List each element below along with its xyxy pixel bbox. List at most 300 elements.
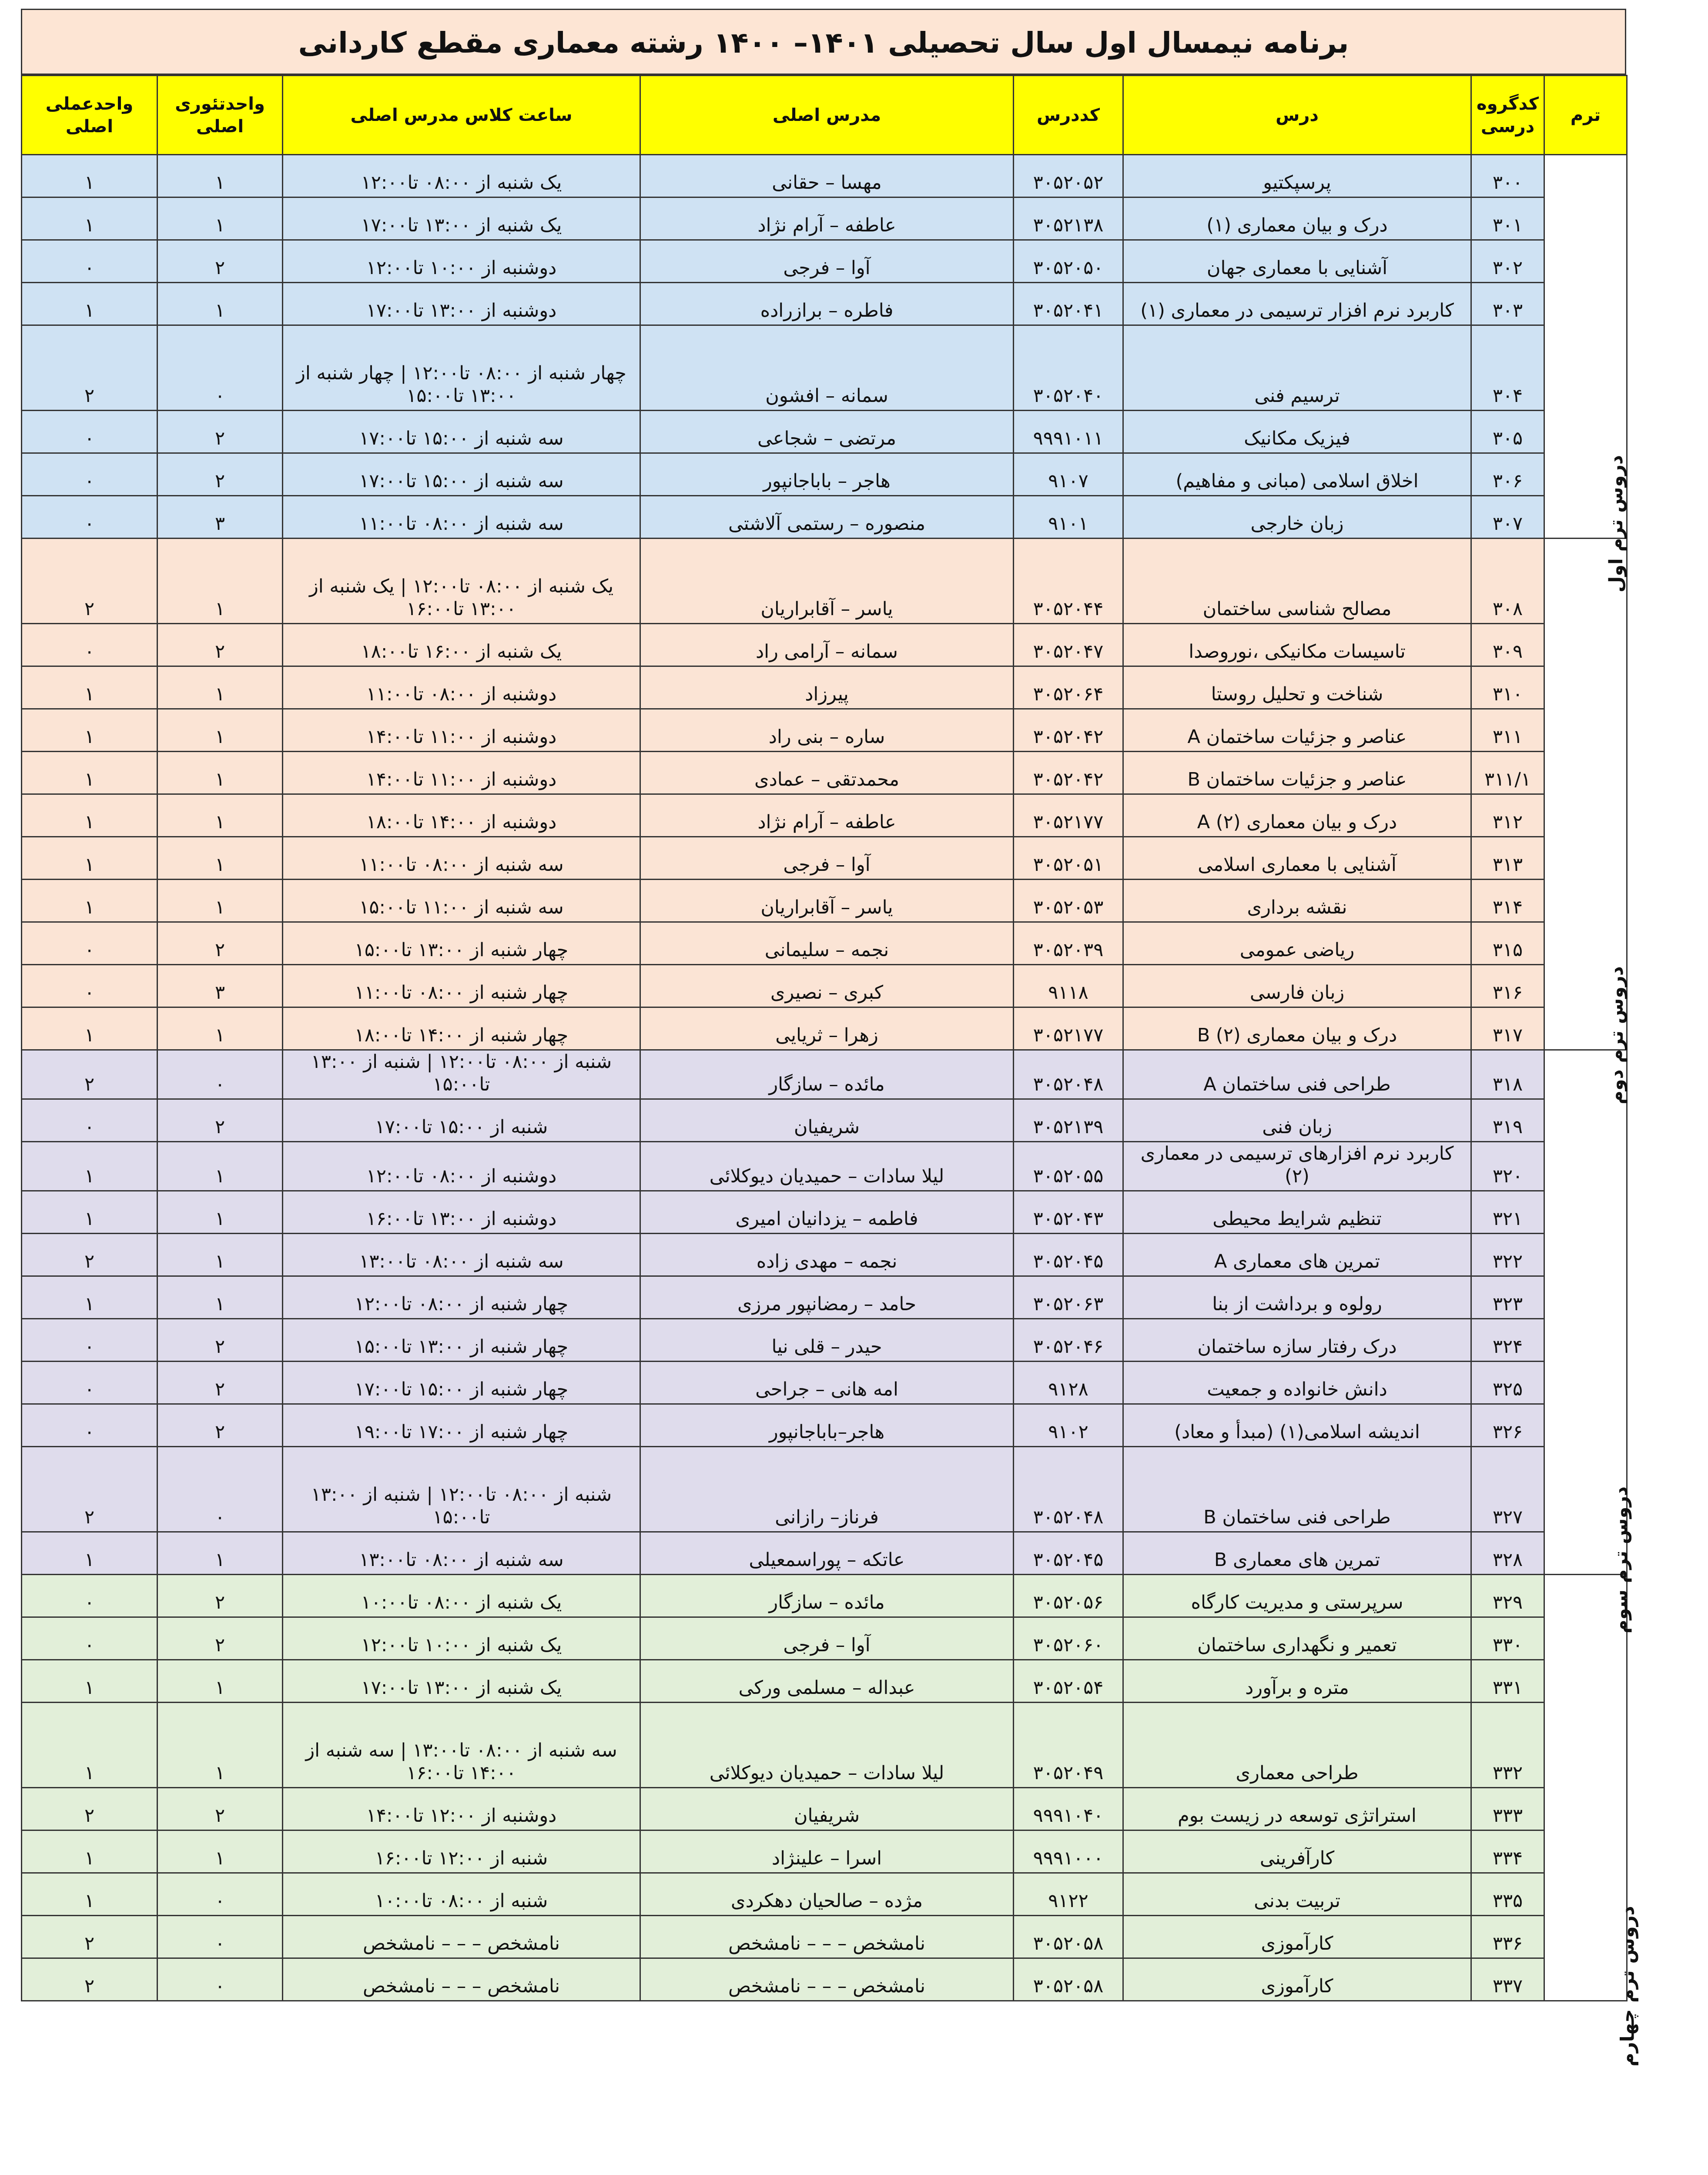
teacher: کبری – نصیری xyxy=(640,965,1014,1007)
theory-units: ۱ xyxy=(157,880,283,922)
theory-units: ۲ xyxy=(157,624,283,666)
class-time: دوشنبه از ۱۳:۰۰ تا۱۷:۰۰ xyxy=(283,283,640,325)
header-course: درس xyxy=(1123,76,1471,155)
group-code: ۳۲۴ xyxy=(1471,1319,1544,1362)
table-row xyxy=(22,1532,1627,1575)
course-code: ۳۰۵۲۱۳۸ xyxy=(1014,197,1123,240)
course-code: ۳۰۵۲۰۴۵ xyxy=(1014,1532,1123,1575)
practical-units: ۲ xyxy=(22,539,157,624)
theory-units: ۱ xyxy=(157,709,283,752)
teacher: مهسا – حقانی xyxy=(640,155,1014,197)
theory-units: ۲ xyxy=(157,411,283,453)
course-code: ۳۰۵۲۰۵۱ xyxy=(1014,837,1123,880)
theory-units: ۱ xyxy=(157,1142,283,1191)
teacher: نجمه – مهدی زاده xyxy=(640,1234,1014,1276)
table-row xyxy=(22,794,1627,837)
practical-units: ۱ xyxy=(22,880,157,922)
course-code: ۹۱۰۱ xyxy=(1014,496,1123,539)
header-term: ترم xyxy=(1544,76,1627,155)
course-name: زبان فارسی xyxy=(1123,965,1471,1007)
teacher: پیرزاد xyxy=(640,666,1014,709)
course-name: شناخت و تحلیل روستا xyxy=(1123,666,1471,709)
group-code: ۳۰۸ xyxy=(1471,539,1544,624)
theory-units: ۱ xyxy=(157,1703,283,1788)
term-label: دروس ترم سوم xyxy=(1610,1486,1632,1633)
group-code: ۳۱۶ xyxy=(1471,965,1544,1007)
group-code: ۳۲۳ xyxy=(1471,1276,1544,1319)
class-time: دوشنبه از ۱۱:۰۰ تا۱۴:۰۰ xyxy=(283,752,640,794)
group-code: ۳۳۶ xyxy=(1471,1916,1544,1958)
term-label: دروس ترم دوم xyxy=(1605,966,1628,1104)
table-row xyxy=(22,1099,1627,1142)
course-code: ۳۰۵۲۰۵۵ xyxy=(1014,1142,1123,1191)
theory-units: ۲ xyxy=(157,1319,283,1362)
table-row xyxy=(22,1958,1627,2001)
course-name: رولوه و برداشت از بنا xyxy=(1123,1276,1471,1319)
class-time: یک شنبه از ۱۳:۰۰ تا۱۷:۰۰ xyxy=(283,1660,640,1703)
teacher: یاسر – آقابراریان xyxy=(640,539,1014,624)
class-time: چهار شنبه از ۱۳:۰۰ تا۱۵:۰۰ xyxy=(283,922,640,965)
practical-units: ۱ xyxy=(22,794,157,837)
theory-units: ۱ xyxy=(157,1191,283,1234)
teacher: محمدتقی – عمادی xyxy=(640,752,1014,794)
teacher: حامد – رمضانپور مرزی xyxy=(640,1276,1014,1319)
course-name: ریاضی عمومی xyxy=(1123,922,1471,965)
course-code: ۳۰۵۲۰۶۰ xyxy=(1014,1617,1123,1660)
practical-units: ۰ xyxy=(22,411,157,453)
class-time: سه شنبه از ۰۸:۰۰ تا۱۳:۰۰ xyxy=(283,1532,640,1575)
teacher: یاسر – آقابراریان xyxy=(640,880,1014,922)
course-name: آشنایی با معماری جهان xyxy=(1123,240,1471,283)
table-row xyxy=(22,922,1627,965)
class-time: دوشنبه از ۱۱:۰۰ تا۱۴:۰۰ xyxy=(283,709,640,752)
theory-units: ۰ xyxy=(157,1916,283,1958)
course-name: فیزیک مکانیک xyxy=(1123,411,1471,453)
theory-units: ۰ xyxy=(157,325,283,411)
course-name: درک و بیان معماری (۱) xyxy=(1123,197,1471,240)
table-row xyxy=(22,1404,1627,1447)
table-row xyxy=(22,1142,1627,1191)
theory-units: ۰ xyxy=(157,1958,283,2001)
table-row xyxy=(22,325,1627,411)
class-time: یک شنبه از ۱۰:۰۰ تا۱۲:۰۰ xyxy=(283,1617,640,1660)
table-row xyxy=(22,1617,1627,1660)
class-time: سه شنبه از ۱۵:۰۰ تا۱۷:۰۰ xyxy=(283,453,640,496)
teacher: هاجر–باباجانپور xyxy=(640,1404,1014,1447)
group-code: ۳۲۷ xyxy=(1471,1447,1544,1532)
class-time: یک شنبه از ۰۸:۰۰ تا۱۲:۰۰ xyxy=(283,155,640,197)
table-row xyxy=(22,1788,1627,1830)
table-row xyxy=(22,240,1627,283)
class-time: دوشنبه از ۱۰:۰۰ تا۱۲:۰۰ xyxy=(283,240,640,283)
theory-units: ۲ xyxy=(157,1788,283,1830)
teacher: عاتکه – پوراسمعیلی xyxy=(640,1532,1014,1575)
table-row xyxy=(22,1873,1627,1916)
group-code: ۳۲۵ xyxy=(1471,1362,1544,1404)
table-row xyxy=(22,666,1627,709)
class-time: شنبه از ۱۲:۰۰ تا۱۶:۰۰ xyxy=(283,1830,640,1873)
course-name: تربیت بدنی xyxy=(1123,1873,1471,1916)
group-code: ۳۰۲ xyxy=(1471,240,1544,283)
practical-units: ۱ xyxy=(22,1703,157,1788)
table-row xyxy=(22,411,1627,453)
teacher: آوا – فرجی xyxy=(640,1617,1014,1660)
group-code: ۳۱۱/۱ xyxy=(1471,752,1544,794)
teacher: زهرا – ثریایی xyxy=(640,1007,1014,1050)
teacher: هاجر – باباجانپور xyxy=(640,453,1014,496)
group-code: ۳۳۱ xyxy=(1471,1660,1544,1703)
theory-units: ۲ xyxy=(157,1575,283,1617)
term-label-cell xyxy=(1544,1050,1632,1633)
course-name: کارآموزی xyxy=(1123,1916,1471,1958)
class-time: چهار شنبه از ۱۵:۰۰ تا۱۷:۰۰ xyxy=(283,1362,640,1404)
course-code: ۹۹۹۱۰۴۰ xyxy=(1014,1788,1123,1830)
header-group-code: کدگروه درسی xyxy=(1471,76,1544,155)
table-row xyxy=(22,539,1627,624)
theory-units: ۳ xyxy=(157,965,283,1007)
group-code: ۳۰۹ xyxy=(1471,624,1544,666)
practical-units: ۰ xyxy=(22,453,157,496)
theory-units: ۱ xyxy=(157,155,283,197)
group-code: ۳۱۰ xyxy=(1471,666,1544,709)
practical-units: ۰ xyxy=(22,1617,157,1660)
course-name: تعمیر و نگهداری ساختمان xyxy=(1123,1617,1471,1660)
course-code: ۹۹۹۱۰۱۱ xyxy=(1014,411,1123,453)
theory-units: ۰ xyxy=(157,1873,283,1916)
teacher: نجمه – سلیمانی xyxy=(640,922,1014,965)
class-time: شنبه از ۰۸:۰۰ تا۱۲:۰۰ | شنبه از ۱۳:۰۰ تا۱۵:۰۰ xyxy=(283,1050,640,1099)
theory-units: ۱ xyxy=(157,1660,283,1703)
class-time: سه شنبه از ۰۸:۰۰ تا۱۱:۰۰ xyxy=(283,496,640,539)
group-code: ۳۰۵ xyxy=(1471,411,1544,453)
teacher: حیدر – قلی نیا xyxy=(640,1319,1014,1362)
course-name: کارآفرینی xyxy=(1123,1830,1471,1873)
table-row xyxy=(22,283,1627,325)
course-code: ۳۰۵۲۰۴۶ xyxy=(1014,1319,1123,1362)
practical-units: ۲ xyxy=(22,1050,157,1099)
course-code: ۳۰۵۲۰۵۳ xyxy=(1014,880,1123,922)
group-code: ۳۳۳ xyxy=(1471,1788,1544,1830)
practical-units: ۱ xyxy=(22,752,157,794)
course-name: اخلاق اسلامی (مبانی و مفاهیم) xyxy=(1123,453,1471,496)
practical-units: ۰ xyxy=(22,240,157,283)
group-code: ۳۳۰ xyxy=(1471,1617,1544,1660)
theory-units: ۰ xyxy=(157,1447,283,1532)
group-code: ۳۳۵ xyxy=(1471,1873,1544,1916)
course-name: اندیشه اسلامی(۱) (مبدأ و معاد) xyxy=(1123,1404,1471,1447)
class-time: چهار شنبه از ۰۸:۰۰ تا۱۲:۰۰ xyxy=(283,1276,640,1319)
header-course-code: کددرس xyxy=(1014,76,1123,155)
table-row xyxy=(22,453,1627,496)
class-time: چهار شنبه از ۱۴:۰۰ تا۱۸:۰۰ xyxy=(283,1007,640,1050)
group-code: ۳۲۹ xyxy=(1471,1575,1544,1617)
course-name: دانش خانواده و جمعیت xyxy=(1123,1362,1471,1404)
course-code: ۹۱۲۸ xyxy=(1014,1362,1123,1404)
course-name: تاسیسات مکانیکی ،نوروصدا xyxy=(1123,624,1471,666)
course-name: استراتژی توسعه در زیست بوم xyxy=(1123,1788,1471,1830)
practical-units: ۱ xyxy=(22,1532,157,1575)
class-time: شنبه از ۱۵:۰۰ تا۱۷:۰۰ xyxy=(283,1099,640,1142)
course-code: ۳۰۵۲۰۵۸ xyxy=(1014,1958,1123,2001)
practical-units: ۱ xyxy=(22,837,157,880)
practical-units: ۱ xyxy=(22,197,157,240)
theory-units: ۲ xyxy=(157,1362,283,1404)
teacher: منصوره – رستمی آلاشتی xyxy=(640,496,1014,539)
practical-units: ۱ xyxy=(22,1191,157,1234)
theory-units: ۱ xyxy=(157,666,283,709)
course-code: ۳۰۵۲۰۴۲ xyxy=(1014,752,1123,794)
practical-units: ۱ xyxy=(22,1007,157,1050)
course-name: عناصر و جزئیات ساختمان B xyxy=(1123,752,1471,794)
practical-units: ۱ xyxy=(22,709,157,752)
course-code: ۳۰۵۲۰۶۳ xyxy=(1014,1276,1123,1319)
course-code: ۹۱۱۸ xyxy=(1014,965,1123,1007)
table-row xyxy=(22,1276,1627,1319)
practical-units: ۱ xyxy=(22,1142,157,1191)
term-label: دروس ترم اول xyxy=(1605,455,1628,593)
teacher: عبداله – مسلمی ورکی xyxy=(640,1660,1014,1703)
class-time: دوشنبه از ۱۴:۰۰ تا۱۸:۰۰ xyxy=(283,794,640,837)
term-label-cell xyxy=(1544,1575,1639,2067)
course-code: ۹۱۰۷ xyxy=(1014,453,1123,496)
practical-units: ۰ xyxy=(22,624,157,666)
table-row xyxy=(22,1447,1627,1532)
course-code: ۳۰۵۲۰۴۱ xyxy=(1014,283,1123,325)
course-name: سرپرستی و مدیریت کارگاه xyxy=(1123,1575,1471,1617)
teacher: اسرا – علینژاد xyxy=(640,1830,1014,1873)
group-code: ۳۱۸ xyxy=(1471,1050,1544,1099)
header-teacher: مدرس اصلی xyxy=(640,76,1014,155)
table-row xyxy=(22,1234,1627,1276)
practical-units: ۰ xyxy=(22,1099,157,1142)
teacher: امه هانی – جراحی xyxy=(640,1362,1014,1404)
table-row xyxy=(22,1050,1627,1099)
class-time: سه شنبه از ۰۸:۰۰ تا۱۳:۰۰ xyxy=(283,1234,640,1276)
class-time: سه شنبه از ۱۵:۰۰ تا۱۷:۰۰ xyxy=(283,411,640,453)
practical-units: ۱ xyxy=(22,1830,157,1873)
theory-units: ۲ xyxy=(157,922,283,965)
table-row xyxy=(22,965,1627,1007)
practical-units: ۲ xyxy=(22,1788,157,1830)
course-name: کاربرد نرم افزار ترسیمی در معماری (۱) xyxy=(1123,283,1471,325)
table-row xyxy=(22,1319,1627,1362)
group-code: ۳۰۷ xyxy=(1471,496,1544,539)
course-name: تنظیم شرایط محیطی xyxy=(1123,1191,1471,1234)
class-time: نامشخص – – – نامشخص xyxy=(283,1958,640,2001)
course-name: طراحی فنی ساختمان A xyxy=(1123,1050,1471,1099)
theory-units: ۱ xyxy=(157,1532,283,1575)
term-label-cell xyxy=(1544,539,1628,1104)
course-code: ۳۰۵۲۰۴۰ xyxy=(1014,325,1123,411)
header-theory-units: واحدتئوری اصلی xyxy=(157,76,283,155)
group-code: ۳۱۷ xyxy=(1471,1007,1544,1050)
theory-units: ۱ xyxy=(157,1007,283,1050)
teacher: مرتضی – شجاعی xyxy=(640,411,1014,453)
practical-units: ۰ xyxy=(22,922,157,965)
group-code: ۳۲۸ xyxy=(1471,1532,1544,1575)
course-code: ۳۰۵۲۰۵۰ xyxy=(1014,240,1123,283)
table-row xyxy=(22,880,1627,922)
theory-units: ۱ xyxy=(157,1276,283,1319)
course-name: درک و بیان معماری (۲) A xyxy=(1123,794,1471,837)
group-code: ۳۰۳ xyxy=(1471,283,1544,325)
teacher: عاطفه – آرام نژاد xyxy=(640,794,1014,837)
class-time: شنبه از ۰۸:۰۰ تا۱۰:۰۰ xyxy=(283,1873,640,1916)
teacher: سمانه – آرامی راد xyxy=(640,624,1014,666)
table-row xyxy=(22,709,1627,752)
term-label-cell xyxy=(1544,155,1628,593)
course-name: درک رفتار سازه ساختمان xyxy=(1123,1319,1471,1362)
group-code: ۳۳۷ xyxy=(1471,1958,1544,2001)
course-code: ۳۰۵۲۰۵۲ xyxy=(1014,155,1123,197)
teacher: ساره – بنی راد xyxy=(640,709,1014,752)
group-code: ۳۲۶ xyxy=(1471,1404,1544,1447)
class-time: سه شنبه از ۰۸:۰۰ تا۱۱:۰۰ xyxy=(283,837,640,880)
teacher: شریفیان xyxy=(640,1788,1014,1830)
class-time: یک شنبه از ۱۳:۰۰ تا۱۷:۰۰ xyxy=(283,197,640,240)
table-row xyxy=(22,1191,1627,1234)
table-row xyxy=(22,155,1627,197)
class-time: سه شنبه از ۱۱:۰۰ تا۱۵:۰۰ xyxy=(283,880,640,922)
course-name: طراحی معماری xyxy=(1123,1703,1471,1788)
class-time: دوشنبه از ۰۸:۰۰ تا۱۱:۰۰ xyxy=(283,666,640,709)
course-code: ۳۰۵۲۰۴۷ xyxy=(1014,624,1123,666)
theory-units: ۲ xyxy=(157,1404,283,1447)
theory-units: ۱ xyxy=(157,539,283,624)
course-name: پرسپکتیو xyxy=(1123,155,1471,197)
practical-units: ۰ xyxy=(22,1362,157,1404)
practical-units: ۱ xyxy=(22,1873,157,1916)
theory-units: ۲ xyxy=(157,453,283,496)
theory-units: ۲ xyxy=(157,240,283,283)
group-code: ۳۳۲ xyxy=(1471,1703,1544,1788)
schedule-table xyxy=(21,75,1639,2067)
course-code: ۹۱۰۲ xyxy=(1014,1404,1123,1447)
teacher: لیلا سادات – حمیدیان دیوکلائی xyxy=(640,1703,1014,1788)
course-name: کارآموزی xyxy=(1123,1958,1471,2001)
teacher: فاطره – برازراده xyxy=(640,283,1014,325)
group-code: ۳۱۵ xyxy=(1471,922,1544,965)
course-code: ۳۰۵۲۰۴۹ xyxy=(1014,1703,1123,1788)
group-code: ۳۲۱ xyxy=(1471,1191,1544,1234)
practical-units: ۲ xyxy=(22,1916,157,1958)
course-code: ۳۰۵۲۱۳۹ xyxy=(1014,1099,1123,1142)
course-name: متره و برآورد xyxy=(1123,1660,1471,1703)
table-row xyxy=(22,1007,1627,1050)
course-name: تمرین های معماری A xyxy=(1123,1234,1471,1276)
practical-units: ۲ xyxy=(22,1447,157,1532)
theory-units: ۱ xyxy=(157,1234,283,1276)
theory-units: ۳ xyxy=(157,496,283,539)
course-name: درک و بیان معماری (۲) B xyxy=(1123,1007,1471,1050)
course-code: ۹۹۹۱۰۰۰ xyxy=(1014,1830,1123,1873)
course-name: زبان خارجی xyxy=(1123,496,1471,539)
theory-units: ۱ xyxy=(157,1830,283,1873)
group-code: ۳۰۶ xyxy=(1471,453,1544,496)
teacher: فرناز– رازانی xyxy=(640,1447,1014,1532)
course-code: ۳۰۵۲۱۷۷ xyxy=(1014,794,1123,837)
group-code: ۳۱۱ xyxy=(1471,709,1544,752)
term-label: دروس ترم چهارم xyxy=(1617,1906,1639,2067)
class-time: یک شنبه از ۰۸:۰۰ تا۱۰:۰۰ xyxy=(283,1575,640,1617)
course-code: ۳۰۵۲۰۴۸ xyxy=(1014,1447,1123,1532)
table-row xyxy=(22,624,1627,666)
teacher: نامشخص – – – نامشخص xyxy=(640,1958,1014,2001)
course-name: زبان فنی xyxy=(1123,1099,1471,1142)
course-code: ۳۰۵۲۰۵۴ xyxy=(1014,1660,1123,1703)
group-code: ۳۱۴ xyxy=(1471,880,1544,922)
class-time: چهار شنبه از ۱۷:۰۰ تا۱۹:۰۰ xyxy=(283,1404,640,1447)
practical-units: ۰ xyxy=(22,965,157,1007)
course-code: ۳۰۵۲۰۴۵ xyxy=(1014,1234,1123,1276)
table-row xyxy=(22,1830,1627,1873)
group-code: ۳۲۰ xyxy=(1471,1142,1544,1191)
class-time: دوشنبه از ۰۸:۰۰ تا۱۲:۰۰ xyxy=(283,1142,640,1191)
class-time: شنبه از ۰۸:۰۰ تا۱۲:۰۰ | شنبه از ۱۳:۰۰ تا۱۵:۰۰ xyxy=(283,1447,640,1532)
theory-units: ۰ xyxy=(157,1050,283,1099)
group-code: ۳۱۹ xyxy=(1471,1099,1544,1142)
class-time: چهار شنبه از ۰۸:۰۰ تا۱۲:۰۰ | چهار شنبه از ۱۳:۰۰ تا۱۵:۰۰ xyxy=(283,325,640,411)
group-code: ۳۱۳ xyxy=(1471,837,1544,880)
practical-units: ۲ xyxy=(22,325,157,411)
table-row xyxy=(22,837,1627,880)
course-name: نقشه برداری xyxy=(1123,880,1471,922)
course-name: تمرین های معماری B xyxy=(1123,1532,1471,1575)
practical-units: ۰ xyxy=(22,1404,157,1447)
course-code: ۳۰۵۲۰۳۹ xyxy=(1014,922,1123,965)
theory-units: ۱ xyxy=(157,794,283,837)
class-time: سه شنبه از ۰۸:۰۰ تا۱۳:۰۰ | سه شنبه از ۱۴:۰۰ تا۱۶:۰۰ xyxy=(283,1703,640,1788)
theory-units: ۲ xyxy=(157,1617,283,1660)
class-time: یک شنبه از ۱۶:۰۰ تا۱۸:۰۰ xyxy=(283,624,640,666)
teacher: لیلا سادات – حمیدیان دیوکلائی xyxy=(640,1142,1014,1191)
practical-units: ۱ xyxy=(22,155,157,197)
course-name: کاربرد نرم افزارهای ترسیمی در معماری (۲) xyxy=(1123,1142,1471,1191)
practical-units: ۱ xyxy=(22,283,157,325)
practical-units: ۰ xyxy=(22,1575,157,1617)
course-code: ۳۰۵۲۱۷۷ xyxy=(1014,1007,1123,1050)
group-code: ۳۰۱ xyxy=(1471,197,1544,240)
group-code: ۳۱۲ xyxy=(1471,794,1544,837)
header-row xyxy=(22,76,1627,155)
class-time: چهار شنبه از ۱۳:۰۰ تا۱۵:۰۰ xyxy=(283,1319,640,1362)
teacher: عاطفه – آرام نژاد xyxy=(640,197,1014,240)
course-name: عناصر و جزئیات ساختمان A xyxy=(1123,709,1471,752)
teacher: نامشخص – – – نامشخص xyxy=(640,1916,1014,1958)
practical-units: ۰ xyxy=(22,1319,157,1362)
course-code: ۳۰۵۲۰۴۳ xyxy=(1014,1191,1123,1234)
class-time: یک شنبه از ۰۸:۰۰ تا۱۲:۰۰ | یک شنبه از ۱۳:۰۰ تا۱۶:۰۰ xyxy=(283,539,640,624)
course-name: آشنایی با معماری اسلامی xyxy=(1123,837,1471,880)
course-code: ۳۰۵۲۰۵۶ xyxy=(1014,1575,1123,1617)
theory-units: ۲ xyxy=(157,1099,283,1142)
class-time: دوشنبه از ۱۳:۰۰ تا۱۶:۰۰ xyxy=(283,1191,640,1234)
course-name: مصالح شناسی ساختمان xyxy=(1123,539,1471,624)
course-code: ۳۰۵۲۰۴۲ xyxy=(1014,709,1123,752)
group-code: ۳۲۲ xyxy=(1471,1234,1544,1276)
practical-units: ۱ xyxy=(22,1660,157,1703)
teacher: آوا – فرجی xyxy=(640,837,1014,880)
table-row xyxy=(22,1362,1627,1404)
course-name: طراحی فنی ساختمان B xyxy=(1123,1447,1471,1532)
header-class-time: ساعت کلاس مدرس اصلی xyxy=(283,76,640,155)
class-time: چهار شنبه از ۰۸:۰۰ تا۱۱:۰۰ xyxy=(283,965,640,1007)
table-row xyxy=(22,752,1627,794)
course-name: ترسیم فنی xyxy=(1123,325,1471,411)
teacher: مائده – سازگار xyxy=(640,1050,1014,1099)
course-code: ۳۰۵۲۰۴۴ xyxy=(1014,539,1123,624)
table-row xyxy=(22,1916,1627,1958)
